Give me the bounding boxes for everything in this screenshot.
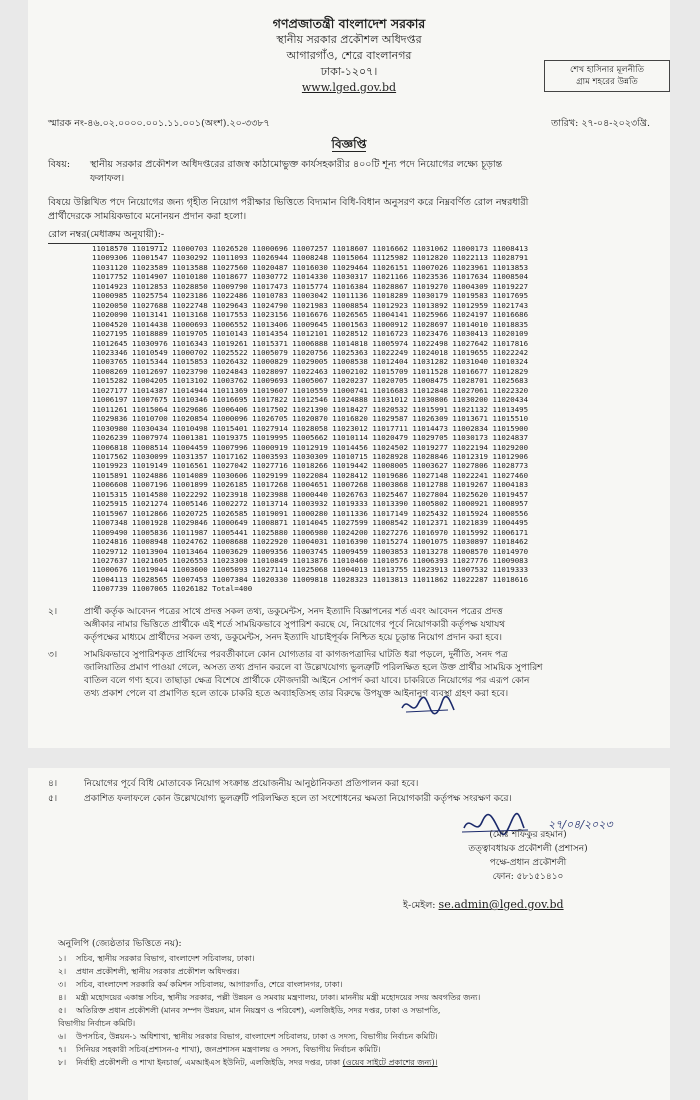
clause-line: প্রকাশিত ফলাফলে কোন উল্লেখযোগ্য ভুলত্রুটি পরিলক্ষিত হলে তা সংশোধনের ক্ষমতা নিয়োগকারী কর্তৃপক্ষ সংরক্ষণ করে। <box>84 794 512 804</box>
roll-number-row: 11012645 11030976 11016343 11019261 11015371 11006888 11014818 11005974 11022498 11027642 11017816 <box>92 338 529 348</box>
signatory-name: (মোঃ শফিকুর রহমান) <box>489 830 567 840</box>
signatory-designation: তত্ত্বাবধায়ক প্রকৌশলী (প্রশাসন) <box>468 844 588 854</box>
roll-number-row: 11000985 11025754 11023186 11022486 11010783 11003042 11011136 11018289 11030179 11019583 11017695 <box>92 291 529 301</box>
roll-number-row: 11007348 11001928 11029846 11000649 11008871 11014045 11027599 11008542 11012371 11021839 11004495 <box>92 518 529 528</box>
copies-list <box>58 952 654 1069</box>
clause-line: কর্তৃপক্ষের মাধ্যমে প্রার্থীদের সকল তথ্য, ডকুমেন্টস, সনদ ইত্যাদি যাচাইপূর্বক নিশ্চিত হয়ে চূড়ান্ত নিয়োগ প্রদান করা হবে। <box>84 633 502 643</box>
roll-number-row: 11017562 11030099 11031357 11017162 11003593 11030309 11010715 11028928 11028846 11012319 11012906 <box>92 451 529 461</box>
roll-number-row: 11020090 11013141 11013168 11017553 11023156 11016676 11026565 11004141 11025966 11024197 11016686 <box>92 310 529 320</box>
signatory-email <box>403 898 564 914</box>
signatory-block <box>418 828 638 884</box>
email-link[interactable]: se.admin@lged.gov.bd <box>438 898 564 911</box>
clause-line: তথ্য প্রকাশ পেলে বা প্রমাণিত হলে তাকে চাকরি হতে অব্যাহতিসহ তার বিরুদ্ধে উপযুক্ত আইনানুগ ব্যবস্থা গ্রহণ করা হবে। <box>84 689 509 699</box>
copy-item: ৪। মন্ত্রী মহোদয়ের একান্ত সচিব, স্থানীয় সরকার, পল্লী উন্নয়ন ও সমবায় মন্ত্রণালয়, ঢাকা। মাননীয় মন্ত্রী মহোদয়ের সদয় অবগতির জন্য। <box>58 993 481 1002</box>
intro-paragraph <box>48 196 650 224</box>
roll-number-row: 11027637 11021605 11026553 11023300 11010849 11013876 11010460 11010576 11006393 11027776 11009083 <box>92 555 529 565</box>
signatory-phone: ফোন: ৫৮১৫১৪১০ <box>492 872 564 882</box>
roll-number-row: 11023346 11010549 11000702 11025522 11005079 11020756 11025363 11022249 11024018 11019655 11022242 <box>92 347 529 357</box>
roll-number-row: 11000676 11019044 11003600 11005093 11027114 11025068 11004013 11013755 11023913 11007532 11019333 <box>92 565 529 575</box>
roll-number-row: 11015315 11014580 11022292 11023918 11023988 11000440 11026763 11025467 11027804 11025620 11019457 <box>92 489 529 499</box>
copies-heading: অনুলিপি (জ্যেষ্ঠতার ভিত্তিতে নয়): <box>58 939 182 949</box>
roll-number-row: 11015967 11012866 11020725 11026585 11019091 11000280 11011336 11017149 11025432 11015924 11000556 <box>92 508 529 518</box>
roll-number-row: 11015891 11024886 11014089 11030606 11029199 11022084 11028412 11019686 11027148 11022241 11027460 <box>92 470 529 480</box>
address-line: আগারগাঁও, শেরে বাংলানগর <box>286 49 412 62</box>
govt-name: গণপ্রজাতন্ত্রী বাংলাদেশ সরকার <box>272 16 426 31</box>
clause-4 <box>48 778 652 791</box>
roll-number-row: 11003765 11015344 11015853 11026432 11000829 11029005 11008538 11012404 11031282 11031040 11010324 <box>92 357 529 367</box>
roll-number-row: 11009490 11005836 11011987 11005441 11025880 11006980 11024200 11027276 11016970 11015992 11006171 <box>92 527 529 537</box>
roll-number-row: 11014923 11012853 11028850 11009790 11017473 11015774 11016384 11028867 11019270 11004309 11019227 <box>92 281 529 291</box>
signatory-on-behalf: পক্ষে-প্রধান প্রকৌশলী <box>489 858 567 868</box>
roll-number-row: 11004520 11014438 11000693 11006552 11013406 11009645 11001563 11000912 11028697 11014010 11018835 <box>92 319 529 329</box>
initials-signature <box>398 690 458 720</box>
roll-number-row: 11018570 11019712 11000703 11026520 11000696 11007257 11018607 11016662 11031062 11000173 11008413 <box>92 244 529 253</box>
roll-number-row: 11027177 11014387 11014944 11011369 11019607 11010559 11000741 11016683 11012848 11027061 11022320 <box>92 385 529 395</box>
subject <box>48 158 650 186</box>
website-link[interactable]: www.lged.gov.bd <box>301 81 397 94</box>
clause-number: ২। <box>48 607 58 617</box>
roll-number-row: 11027195 11018889 11019705 11010143 11014354 11012101 11028512 11016723 11023476 11030413 11020109 <box>92 329 529 339</box>
roll-number-row: 11031120 11023589 11013588 11027560 11020487 11016030 11029464 11026151 11007026 11023961 11013853 <box>92 262 529 272</box>
clause-line: প্রার্থী কর্তৃক আবেদন পত্রের সাথে প্রদত্ত সকল তথ্য, ডকুমেন্টস, সনদ ইত্যাদি বিজ্ঞাপনের শর্ত এবং আবেদন পত্রের প্রদত্ত <box>84 607 503 617</box>
copy-item: ৬। উপসচিব, উন্নয়ন-১ অধিশাখা, স্থানীয় সরকার বিভাগ, বাংলাদেশ সচিবালয়, ঢাকা ও সদস্য, বিভাগীয় নির্বাচন কমিটি। <box>58 1032 438 1041</box>
roll-number-row: 11019923 11019149 11016561 11027042 11027716 11018266 11019442 11008005 11003627 11027806 11028773 <box>92 461 529 471</box>
notice-title: বিজ্ঞপ্তি <box>331 137 367 151</box>
roll-number-row: 11009306 11001547 11030292 11011093 11026944 11008248 11015064 11125982 11012820 11022113 11028791 <box>92 253 529 263</box>
roll-number-row: 11007739 11007065 11026182 Total=400 <box>92 584 253 594</box>
subject-text-1: স্থানীয় সরকার প্রকৌশল অধিদপ্তরের রাজস্ব কাঠামোভুক্ত কার্যসহকারীর ৪০০টি শূন্য পদে নিয়োগের লক্ষ্যে চূড়ান্ত <box>90 159 503 170</box>
roll-list-label: রোল নম্বর(মেধাক্রম অনুযায়ী):- <box>48 228 164 244</box>
department-name: স্থানীয় সরকার প্রকৌশল অধিদপ্তর <box>276 33 422 46</box>
signature-date: ২৭/০৪/২০২৩ <box>548 818 613 831</box>
roll-number-row: 11030980 11030434 11010498 11015401 11027914 11028058 11023012 11017711 11014473 11002834 11015900 <box>92 423 529 433</box>
motto-line-2: গ্রাম শহরের উন্নতি <box>576 77 638 87</box>
copy-item: ৭। সিনিয়র সহকারী সচিব(প্রশাসন-৫ শাখা), জনপ্রশাসন মন্ত্রণালয় ও সদস্য, বিভাগীয় নির্বাচন কমিটি। <box>58 1045 381 1054</box>
roll-number-row: 11008269 11012697 11023790 11024843 11028097 11022463 11002102 11015709 11011528 11016677 11012829 <box>92 366 529 376</box>
roll-number-row: 11004113 11028565 11007453 11007384 11020330 11009818 11028323 11013813 11011862 11022287 11018616 <box>92 574 529 584</box>
roll-number-row: 11026239 11007974 11001381 11019375 11019995 11005662 11010114 11020479 11029705 11030173 11024837 <box>92 433 529 443</box>
motto-line-1: শেখ হাসিনার মূলনীতি <box>569 65 645 75</box>
copy-item: ৫। অতিরিক্ত প্রধান প্রকৌশলী (মানব সম্পদ উন্নয়ন, মান নিয়ন্ত্রণ ও পরিবেশ), এলজিইডি, সদর দপ্তর, ঢাকা ও সভাপতি, <box>58 1006 441 1015</box>
clause-number: ৪। <box>48 779 58 789</box>
memo-date: তারিখ: ২৭-০৪-২০২৩খ্রি. <box>551 118 650 129</box>
roll-number-row: 11029712 11013904 11013464 11003629 11009356 11003745 11009459 11003853 11013278 11008570 11014970 <box>92 546 529 556</box>
roll-number-row: 11006818 11008514 11004459 11007996 11000919 11012919 11014456 11024502 11019277 11022194 11029200 <box>92 442 529 452</box>
motto-badge <box>544 60 670 92</box>
subject-text-2: ফলাফল। <box>90 173 125 184</box>
clause-5 <box>48 793 652 806</box>
roll-number-row: 11017752 11014907 11010180 11018677 11030772 11014330 11030317 11021166 11023536 11017634 11008504 <box>92 272 529 282</box>
copy-item: ৮। নির্বাহী প্রকৌশলী ও শাখা ইনচার্জ, এমআইএস ইউনিট, এলজিইডি, সদর দপ্তর, ঢাকা (ওয়েব সাইটে প্রকাশের জন্য)। <box>58 1058 438 1067</box>
clause-number: ৫। <box>48 794 58 804</box>
clause-number: ৩। <box>48 650 58 660</box>
roll-number-row: 11015282 11004205 11013102 11003762 11009693 11005067 11020237 11020705 11008475 11028701 11025683 <box>92 376 529 386</box>
email-label: ই-মেইল: <box>403 900 436 911</box>
memo-ref-line <box>48 117 650 132</box>
clause-2 <box>48 606 652 645</box>
roll-number-row: 11020050 11027688 11022748 11029643 11024790 11021983 11008854 11012923 11013892 11012959 11021743 <box>92 300 529 310</box>
roll-number-row: 11025915 11021274 11005146 11002272 11013714 11003932 11019333 11013390 11005802 11000921 11008957 <box>92 499 529 509</box>
clause-3 <box>48 649 652 701</box>
roll-number-row: 11024816 11008948 11024762 11008688 11022920 11004031 11016390 11015274 11001075 11030897 11018462 <box>92 537 529 547</box>
copy-item-continued: বিভাগীয় নির্বাচন কমিটি। <box>58 1019 136 1028</box>
copy-item: ২। প্রধান প্রকৌশলী, স্থানীয় সরকার প্রকৌশল অধিদপ্তর। <box>58 967 240 976</box>
copy-item: ৩। সচিব, বাংলাদেশ সরকারি কর্ম কমিশন সচিবালয়, আগারগাঁও, শেরে বাংলানগর, ঢাকা। <box>58 980 343 989</box>
clause-line: জালিয়াতির প্রমাণ পাওয়া গেলে, অসত্য তথ্য প্রদান করলে বা উল্লেখযোগ্য ভুলত্রুটি পরিলক্ষিত হলে উক্ত প্রার্থীর সাময়িক সুপারিশ <box>84 663 543 673</box>
intro-line-1: বিষয়ে উল্লিখিত পদে নিয়োগের জন্য গৃহীত নিয়োগ পরীক্ষার ভিত্তিতে বিদ্যমান বিধি-বিধান অনুসরণ করে নিম্নবর্ণিত রোল নম্বরধারী <box>48 197 529 208</box>
roll-number-row: 11029836 11010700 11020854 11000096 11026705 11020870 11016820 11029587 11026309 11013671 11015510 <box>92 414 529 424</box>
clause-line: বাতিল বলে গণ্য হবে। তাছাড়া ক্ষেত্র বিশেষে প্রার্থীকে ফৌজদারী আইনে সোপর্দ করা যাবে। চাকরিতে নিয়োগের পর এরূপ কোন <box>84 676 530 686</box>
notice-page-1 <box>28 0 670 748</box>
notice-page-2 <box>28 768 670 1100</box>
intro-line-2: প্রার্থীদেরকে সাময়িকভাবে মনোনয়ন প্রদান করা হলো। <box>48 211 247 222</box>
roll-number-row: 11006608 11007196 11001899 11026185 11017268 11004651 11007268 11003868 11012788 11019267 11004183 <box>92 480 529 490</box>
clause-line: অঙ্গীকার নামার ভিত্তিতে প্রার্থীকে এই শর্তে সাময়িকভাবে সুপারিশ করছে যে, নিয়োগের পূর্বে নিয়োগকারী কর্তৃপক্ষ যথাযথ <box>84 620 506 630</box>
clause-line: সাময়িকভাবে সুপারিশকৃত প্রার্থিদের পরবর্তীকালে কোন যোগ্যতার বা কাগজপত্রাদির ঘাটতি ধরা পড়লে, দুর্নীতি, সনদ পত্র <box>84 650 508 660</box>
subject-key: বিষয়: <box>48 159 71 170</box>
memo-number: স্মারক নং-৪৬.০২.০০০০.০০১.১১.০০১(অংশ).২০-৩৩৮৭ <box>48 118 270 129</box>
roll-number-list <box>92 244 652 594</box>
copy-item: ১। সচিব, স্থানীয় সরকার বিভাগ, বাংলাদেশ সচিবালয়, ঢাকা। <box>58 954 255 963</box>
roll-number-row: 11011261 11015064 11029686 11006406 11017502 11021390 11018427 11020532 11015991 11021132 11013495 <box>92 404 529 414</box>
roll-number-row: 11006197 11007675 11010346 11016695 11017822 11012546 11024888 11031012 11030806 11030200 11020434 <box>92 395 529 405</box>
city-line: ঢাকা-১২০৭। <box>320 65 378 78</box>
clause-line: নিয়োগের পূর্বে বিধি মোতাবেক নিয়োগ সংক্রান্ত প্রয়োজনীয় আনুষ্ঠানিকতা প্রতিপালন করা হবে। <box>84 779 419 789</box>
